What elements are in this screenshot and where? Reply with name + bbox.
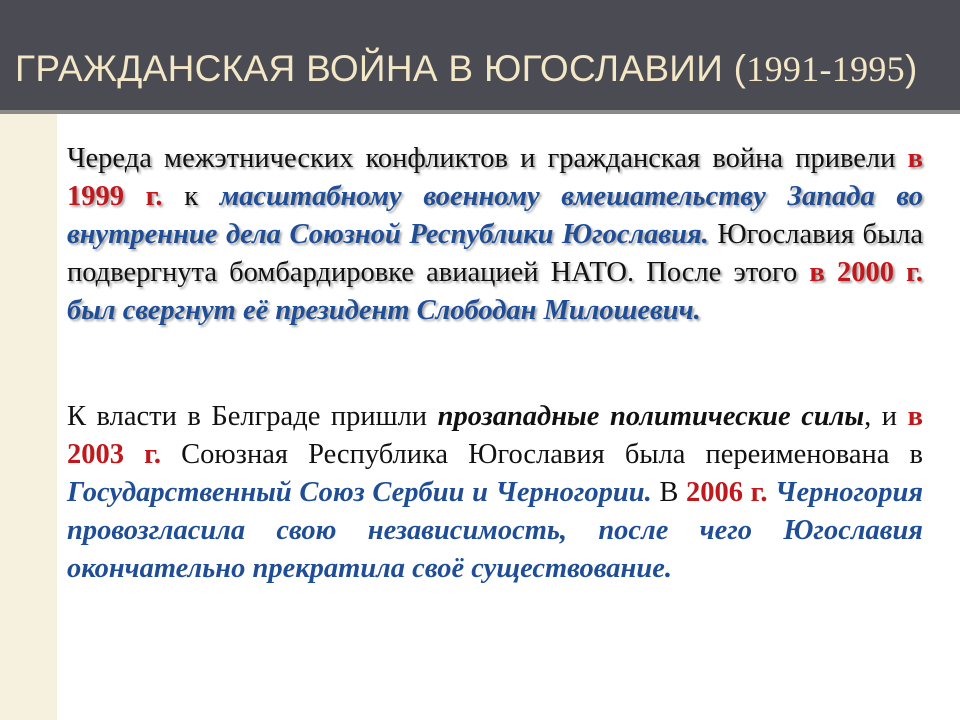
title-bar [0, 0, 960, 114]
title-years: 1991-1995 [746, 49, 905, 89]
title-main: ГРАЖДАНСКАЯ ВОЙНА В ЮГОСЛАВИИ ( [15, 48, 747, 89]
p1-highlight-1: масштабному военному вмешательству Запада во внутренние дела Союзной Республики Югославия. [67, 181, 923, 250]
p1-text-1: Череда межэтнических конфликтов и гражданская война привели [67, 143, 908, 174]
p1-highlight-2: был свергнут её президент Слободан Милошевич. [67, 295, 701, 326]
p2-text-5 [768, 477, 776, 508]
p2-text-1: К власти в Белграде пришли [67, 401, 438, 432]
p1-text-2: к [162, 181, 220, 212]
paragraph-1 [67, 140, 923, 330]
p2-highlight-2: Черногория провозгласила свою независимость, после чего Югославия окончательно прекратила своё существование. [67, 477, 923, 584]
p2-text-3: Союзная Республика Югославия была переименована в [161, 439, 923, 470]
p1-date-2000: в 2000 г. [809, 257, 923, 288]
p1-date-1999: в 1999 г. [67, 143, 923, 212]
p1-text-3: Югославия была подвергнута бомбардировке авиацией НАТО. После этого [67, 219, 924, 288]
paragraph-2 [67, 398, 923, 588]
title-close-paren: ) [905, 48, 918, 89]
p2-date-2003: в 2003 г. [67, 401, 923, 470]
p2-date-2006: 2006 г. [686, 477, 768, 508]
p2-emphasis-1: прозападные политические силы [437, 401, 865, 432]
slide-title [15, 48, 918, 90]
p2-highlight-1: Государственный Союз Сербии и Черногории. [67, 477, 652, 508]
p2-text-4: В [651, 477, 687, 508]
p2-text-2: , и [864, 401, 908, 432]
